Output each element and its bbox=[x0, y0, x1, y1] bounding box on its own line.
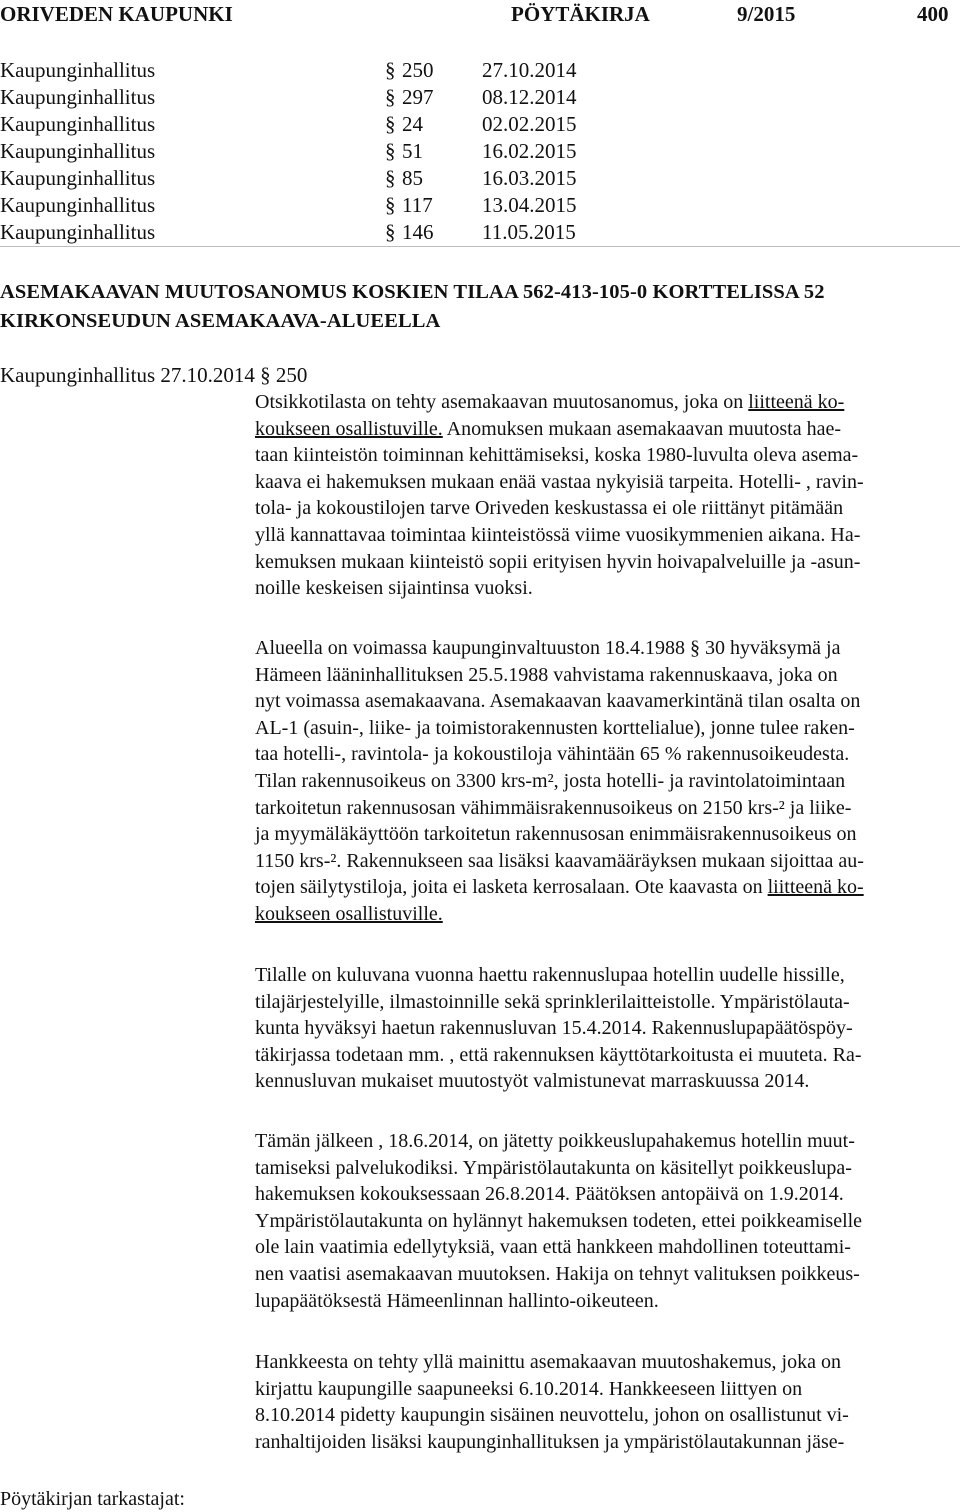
history-body: Kaupunginhallitus bbox=[0, 220, 156, 244]
text-line: ranhaltijoiden lisäksi kaupunginhallituksen ja ympäristölautakunnan jäse- bbox=[255, 1430, 845, 1453]
paragraph-application bbox=[255, 1349, 960, 1455]
section-sign: § bbox=[385, 85, 396, 109]
text-line: yllä kannattavaa toimintaa kiinteistössä viime vuosikymmenien aikana. Ha- bbox=[255, 523, 861, 546]
document-type: PÖYTÄKIRJA bbox=[511, 2, 650, 26]
history-body: Kaupunginhallitus bbox=[0, 58, 156, 82]
text-line: taan kiinteistön toiminnan kehittämiseksi, koska 1980-luvulta oleva asema- bbox=[255, 444, 859, 467]
text-line: ja myymäläkäyttöön tarkoitetun rakennusosan enimmäisrakennusoikeus on bbox=[255, 823, 857, 846]
section-sign: § bbox=[385, 58, 396, 82]
history-number: 117 bbox=[402, 193, 433, 217]
text-line: kirjattu kaupungille saapuneeksi 6.10.2014. Hankkeeseen liittyen on bbox=[255, 1377, 803, 1400]
history-number: 297 bbox=[402, 85, 434, 109]
attachment-link[interactable]: liitteenä ko- bbox=[748, 391, 845, 413]
document-number: 9/2015 bbox=[737, 2, 796, 26]
attachment-link[interactable]: koukseen osallistuville. bbox=[255, 417, 443, 440]
history-number: 250 bbox=[402, 58, 434, 82]
section-sign: § bbox=[385, 112, 396, 136]
page-number: 400 bbox=[917, 2, 949, 26]
text-line: taa hotelli-, ravintola- ja kokoustiloja vähintään 65 % rakennusoikeudesta. bbox=[255, 743, 850, 766]
item-title-line: KIRKONSEUDUN ASEMAKAAVA-ALUEELLA bbox=[0, 310, 441, 332]
meeting-text: Kaupunginhallitus 27.10.2014 bbox=[0, 363, 255, 387]
history-body: Kaupunginhallitus bbox=[0, 85, 156, 109]
history-row bbox=[0, 111, 960, 138]
text-line: tarkoitetun rakennusosan vähimmäisrakennusoikeus on 2150 krs-² ja liike- bbox=[255, 796, 852, 819]
history-row bbox=[0, 192, 960, 219]
text-line: Tilan rakennusoikeus on 3300 krs-m², josta hotelli- ja ravintolatoimintaan bbox=[255, 769, 846, 792]
section-sign: § bbox=[385, 193, 396, 217]
history-date: 13.04.2015 bbox=[482, 193, 577, 217]
text-line: nyt voimassa asemakaavana. Asemakaavan kaavamerkintänä tilan osalta on bbox=[255, 690, 861, 713]
history-row bbox=[0, 219, 960, 246]
meeting-number: 250 bbox=[275, 363, 308, 387]
text-line: Ympäristölautakunta on hylännyt hakemuksen todeten, ettei poikkeamiselle bbox=[255, 1209, 863, 1232]
attachment-link[interactable]: liitteenä ko- bbox=[767, 876, 864, 899]
text-line: Tämän jälkeen , 18.6.2014, on jätetty poikkeuslupahakemus hotellin muut- bbox=[255, 1130, 855, 1152]
text-line: Otsikkotilasta on tehty asemakaavan muutosanomus, joka on liitteenä ko- bbox=[255, 391, 845, 413]
text-line: kemuksen mukaan kiinteistö sopii erityisen hyvin hoivapalveluille ja -asun- bbox=[255, 550, 861, 573]
history-row bbox=[0, 165, 960, 192]
history-date: 02.02.2015 bbox=[482, 112, 577, 136]
section-sign: § bbox=[385, 166, 396, 190]
text-line: tamiseksi palvelukodiksi. Ympäristölautakunta on käsitellyt poikkeuslupa- bbox=[255, 1156, 852, 1179]
history-date: 08.12.2014 bbox=[482, 85, 577, 109]
organization-name: ORIVEDEN KAUPUNKI bbox=[0, 2, 233, 26]
history-number: 24 bbox=[402, 112, 423, 136]
history-date: 16.02.2015 bbox=[482, 139, 577, 163]
paragraph-exception-permit bbox=[255, 1128, 960, 1314]
section-sign: § bbox=[689, 637, 700, 659]
text-line: kennusluvan mukaiset muutostyöt valmistunevat marraskuussa 2014. bbox=[255, 1070, 810, 1093]
text-line: Alueella on voimassa kaupunginvaltuuston 18.4.1988 § 30 hyväksymä ja bbox=[255, 637, 841, 659]
text-line: Hankkeesta on tehty yllä mainittu asemakaavan muutoshakemus, joka on bbox=[255, 1351, 841, 1373]
text-line: tojen säilytystiloja, joita ei lasketa kerrosalaan. Ote kaavasta on liitteenä ko- bbox=[255, 876, 864, 899]
item-title-line: ASEMAKAAVAN MUUTOSANOMUS KOSKIEN TILAA 562-413-105-0 KORTTELISSA 52 bbox=[0, 281, 825, 303]
text-line bbox=[255, 901, 960, 928]
history-date: 16.03.2015 bbox=[482, 166, 577, 190]
history-date: 11.05.2015 bbox=[482, 220, 576, 244]
history-row bbox=[0, 84, 960, 111]
section-sign: § bbox=[260, 363, 271, 387]
item-title bbox=[0, 278, 960, 336]
attachment-link[interactable]: koukseen osallistuville. bbox=[255, 902, 443, 925]
history-body: Kaupunginhallitus bbox=[0, 166, 156, 190]
history-body: Kaupunginhallitus bbox=[0, 193, 156, 217]
paragraph-background bbox=[255, 389, 960, 602]
text-line: Hämeen lääninhallituksen 25.5.1988 vahvistama rakennuskaava, joka on bbox=[255, 663, 838, 686]
history-row bbox=[0, 138, 960, 165]
history-number: 146 bbox=[402, 220, 434, 244]
separator-line bbox=[0, 246, 960, 247]
text-line: noille keskeisen sijaintinsa vuoksi. bbox=[255, 577, 533, 600]
history-number: 85 bbox=[402, 166, 423, 190]
history-body: Kaupunginhallitus bbox=[0, 112, 156, 136]
text-line: 8.10.2014 pidetty kaupungin sisäinen neuvottelu, johon on osallistunut vi- bbox=[255, 1404, 849, 1427]
decision-history bbox=[0, 57, 960, 246]
paragraph-zoning bbox=[255, 635, 960, 928]
text-line: nen vaatisi asemakaavan muutoksen. Hakija on tehnyt valituksen poikkeus- bbox=[255, 1262, 860, 1285]
minutes-checkers-label: Pöytäkirjan tarkastajat: bbox=[0, 1488, 185, 1510]
page-header bbox=[0, 2, 960, 28]
text-line: koukseen osallistuville. Anomuksen mukaan asemakaavan muutosta hae- bbox=[255, 417, 841, 440]
section-sign: § bbox=[385, 139, 396, 163]
text-line: lupapäätöksestä Hämeenlinnan hallinto-oikeuteen. bbox=[255, 1289, 659, 1312]
text-line: 1150 krs-². Rakennukseen saa lisäksi kaavamääräyksen mukaan sijoittaa au- bbox=[255, 849, 864, 872]
text-line: tola- ja kokoustilojen tarve Oriveden keskustassa ei ole riittänyt pitämään bbox=[255, 497, 844, 520]
section-sign: § bbox=[385, 220, 396, 244]
text-line: Tilalle on kuluvana vuonna haettu rakennuslupaa hotellin uudelle hissille, bbox=[255, 964, 845, 986]
history-number: 51 bbox=[402, 139, 423, 163]
history-row bbox=[0, 57, 960, 84]
history-body: Kaupunginhallitus bbox=[0, 139, 156, 163]
text-line: tilajärjestelyille, ilmastoinnille sekä sprinklerilaitteistolle. Ympäristölauta- bbox=[255, 990, 850, 1013]
history-date: 27.10.2014 bbox=[482, 58, 577, 82]
paragraph-building-permit bbox=[255, 962, 960, 1095]
text-line: hakemuksen kokouksessaan 26.8.2014. Päätöksen antopäivä on 1.9.2014. bbox=[255, 1183, 844, 1206]
text-line: kunta hyväksyi haetun rakennusluvan 15.4.2014. Rakennuslupapäätöspöy- bbox=[255, 1017, 853, 1040]
text-line: kaava ei hakemuksen mukaan enää vastaa nykyisiä tarpeita. Hotelli- , ravin- bbox=[255, 470, 864, 493]
text-line: ole lain vaatimia edellytyksiä, vaan että hankkeen mahdollinen toteuttami- bbox=[255, 1236, 851, 1259]
text-line: täkirjassa todetaan mm. , että rakennuksen käyttötarkoitusta ei muuteta. Ra- bbox=[255, 1043, 862, 1066]
text-line: AL-1 (asuin-, liike- ja toimistorakennusten korttelialue), jonne tulee raken- bbox=[255, 716, 855, 739]
meeting-reference bbox=[0, 361, 307, 389]
